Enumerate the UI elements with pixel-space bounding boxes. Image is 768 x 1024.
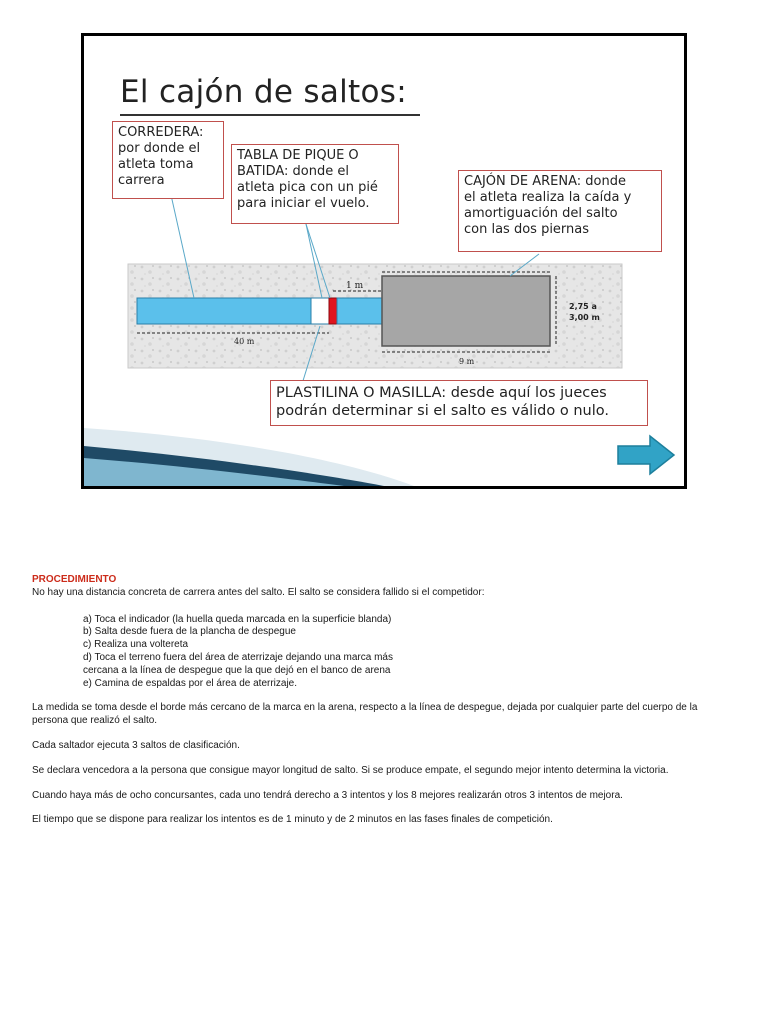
callout-corredera-line: CORREDERA: bbox=[118, 125, 204, 140]
fault-list bbox=[83, 614, 732, 691]
callout-tabla-line: atleta pica con un pié bbox=[237, 180, 378, 195]
callout-cajon-line: amortiguación del salto bbox=[464, 206, 618, 221]
measure-width-line2: 3,00 m bbox=[569, 313, 600, 322]
paragraph-winner: Se declara vencedora a la persona que consigue mayor longitud de salto. Si se produce empate, el segundo mejor intento determina la victoria. bbox=[32, 764, 669, 776]
callout-corredera bbox=[112, 121, 224, 199]
runway bbox=[137, 298, 311, 324]
callout-tabla-line: BATIDA: donde el bbox=[237, 164, 349, 179]
paragraph-attempts: Cuando haya más de ocho concursantes, cada uno tendrá derecho a 3 intentos y los 8 mejores realizarán otros 3 intentos de mejora. bbox=[32, 789, 623, 801]
paragraph-measurement: La medida se toma desde el borde más cercano de la marca en la arena, respecto a la línea de despegue, dejada por cualquier parte del cuerpo de la persona que realizó el salto. bbox=[32, 702, 698, 727]
measure-1m: 1 m bbox=[346, 281, 364, 291]
callout-plastilina-line: PLASTILINA O MASILLA: desde aquí los jueces bbox=[276, 385, 607, 401]
measure-width-line1: 2,75 a bbox=[569, 302, 597, 311]
list-item: cercana a la línea de despegue que la que dejó en el banco de arena bbox=[83, 664, 391, 676]
list-item: b) Salta desde fuera de la plancha de despegue bbox=[83, 626, 296, 638]
list-item: c) Realiza una voltereta bbox=[83, 639, 189, 651]
callout-corredera-line: carrera bbox=[118, 173, 165, 188]
callout-plastilina-line: podrán determinar si el salto es válido o nulo. bbox=[276, 403, 609, 419]
callout-tabla-line: TABLA DE PIQUE O bbox=[237, 148, 359, 163]
callout-tabla-line: para iniciar el vuelo. bbox=[237, 196, 370, 211]
callout-corredera-line: por donde el bbox=[118, 141, 201, 156]
paragraph-qualifying: Cada saltador ejecuta 3 saltos de clasificación. bbox=[32, 739, 240, 751]
slide-image bbox=[81, 33, 687, 489]
list-item: d) Toca el terreno fuera del área de aterrizaje dejando una marca más bbox=[83, 651, 393, 663]
callout-cajon-line: el atleta realiza la caída y bbox=[464, 190, 632, 205]
plasticine-strip bbox=[311, 298, 329, 324]
callout-cajon-line: CAJÓN DE ARENA: donde bbox=[464, 174, 626, 189]
measure-40m: 40 m bbox=[234, 337, 255, 346]
measure-9m: 9 m bbox=[459, 357, 475, 366]
list-item: e) Camina de espaldas por el área de aterrizaje. bbox=[83, 677, 298, 689]
procedure-heading: PROCEDIMIENTO bbox=[32, 574, 117, 585]
arrow-right-icon[interactable] bbox=[614, 433, 678, 477]
procedure-intro: No hay una distancia concreta de carrera antes del salto. El salto se considera fallido si el competidor: bbox=[32, 586, 485, 598]
callout-tabla-de-pique bbox=[231, 144, 399, 224]
takeoff-board bbox=[329, 298, 337, 324]
runway-end bbox=[337, 298, 382, 324]
paragraph-time: El tiempo que se dispone para realizar los intentos es de 1 minuto y de 2 minutos en las fases finales de competición. bbox=[32, 814, 553, 826]
list-item: a) Toca el indicador (la huella queda marcada en la superficie blanda) bbox=[83, 613, 392, 625]
procedure-section bbox=[32, 574, 732, 827]
callout-cajon-de-arena bbox=[458, 170, 662, 252]
callout-corredera-line: atleta toma bbox=[118, 157, 194, 172]
callout-plastilina bbox=[270, 380, 648, 426]
sand-pit bbox=[382, 276, 550, 346]
slide-title: El cajón de saltos: bbox=[120, 74, 407, 110]
callout-cajon-line: con las dos piernas bbox=[464, 222, 590, 237]
